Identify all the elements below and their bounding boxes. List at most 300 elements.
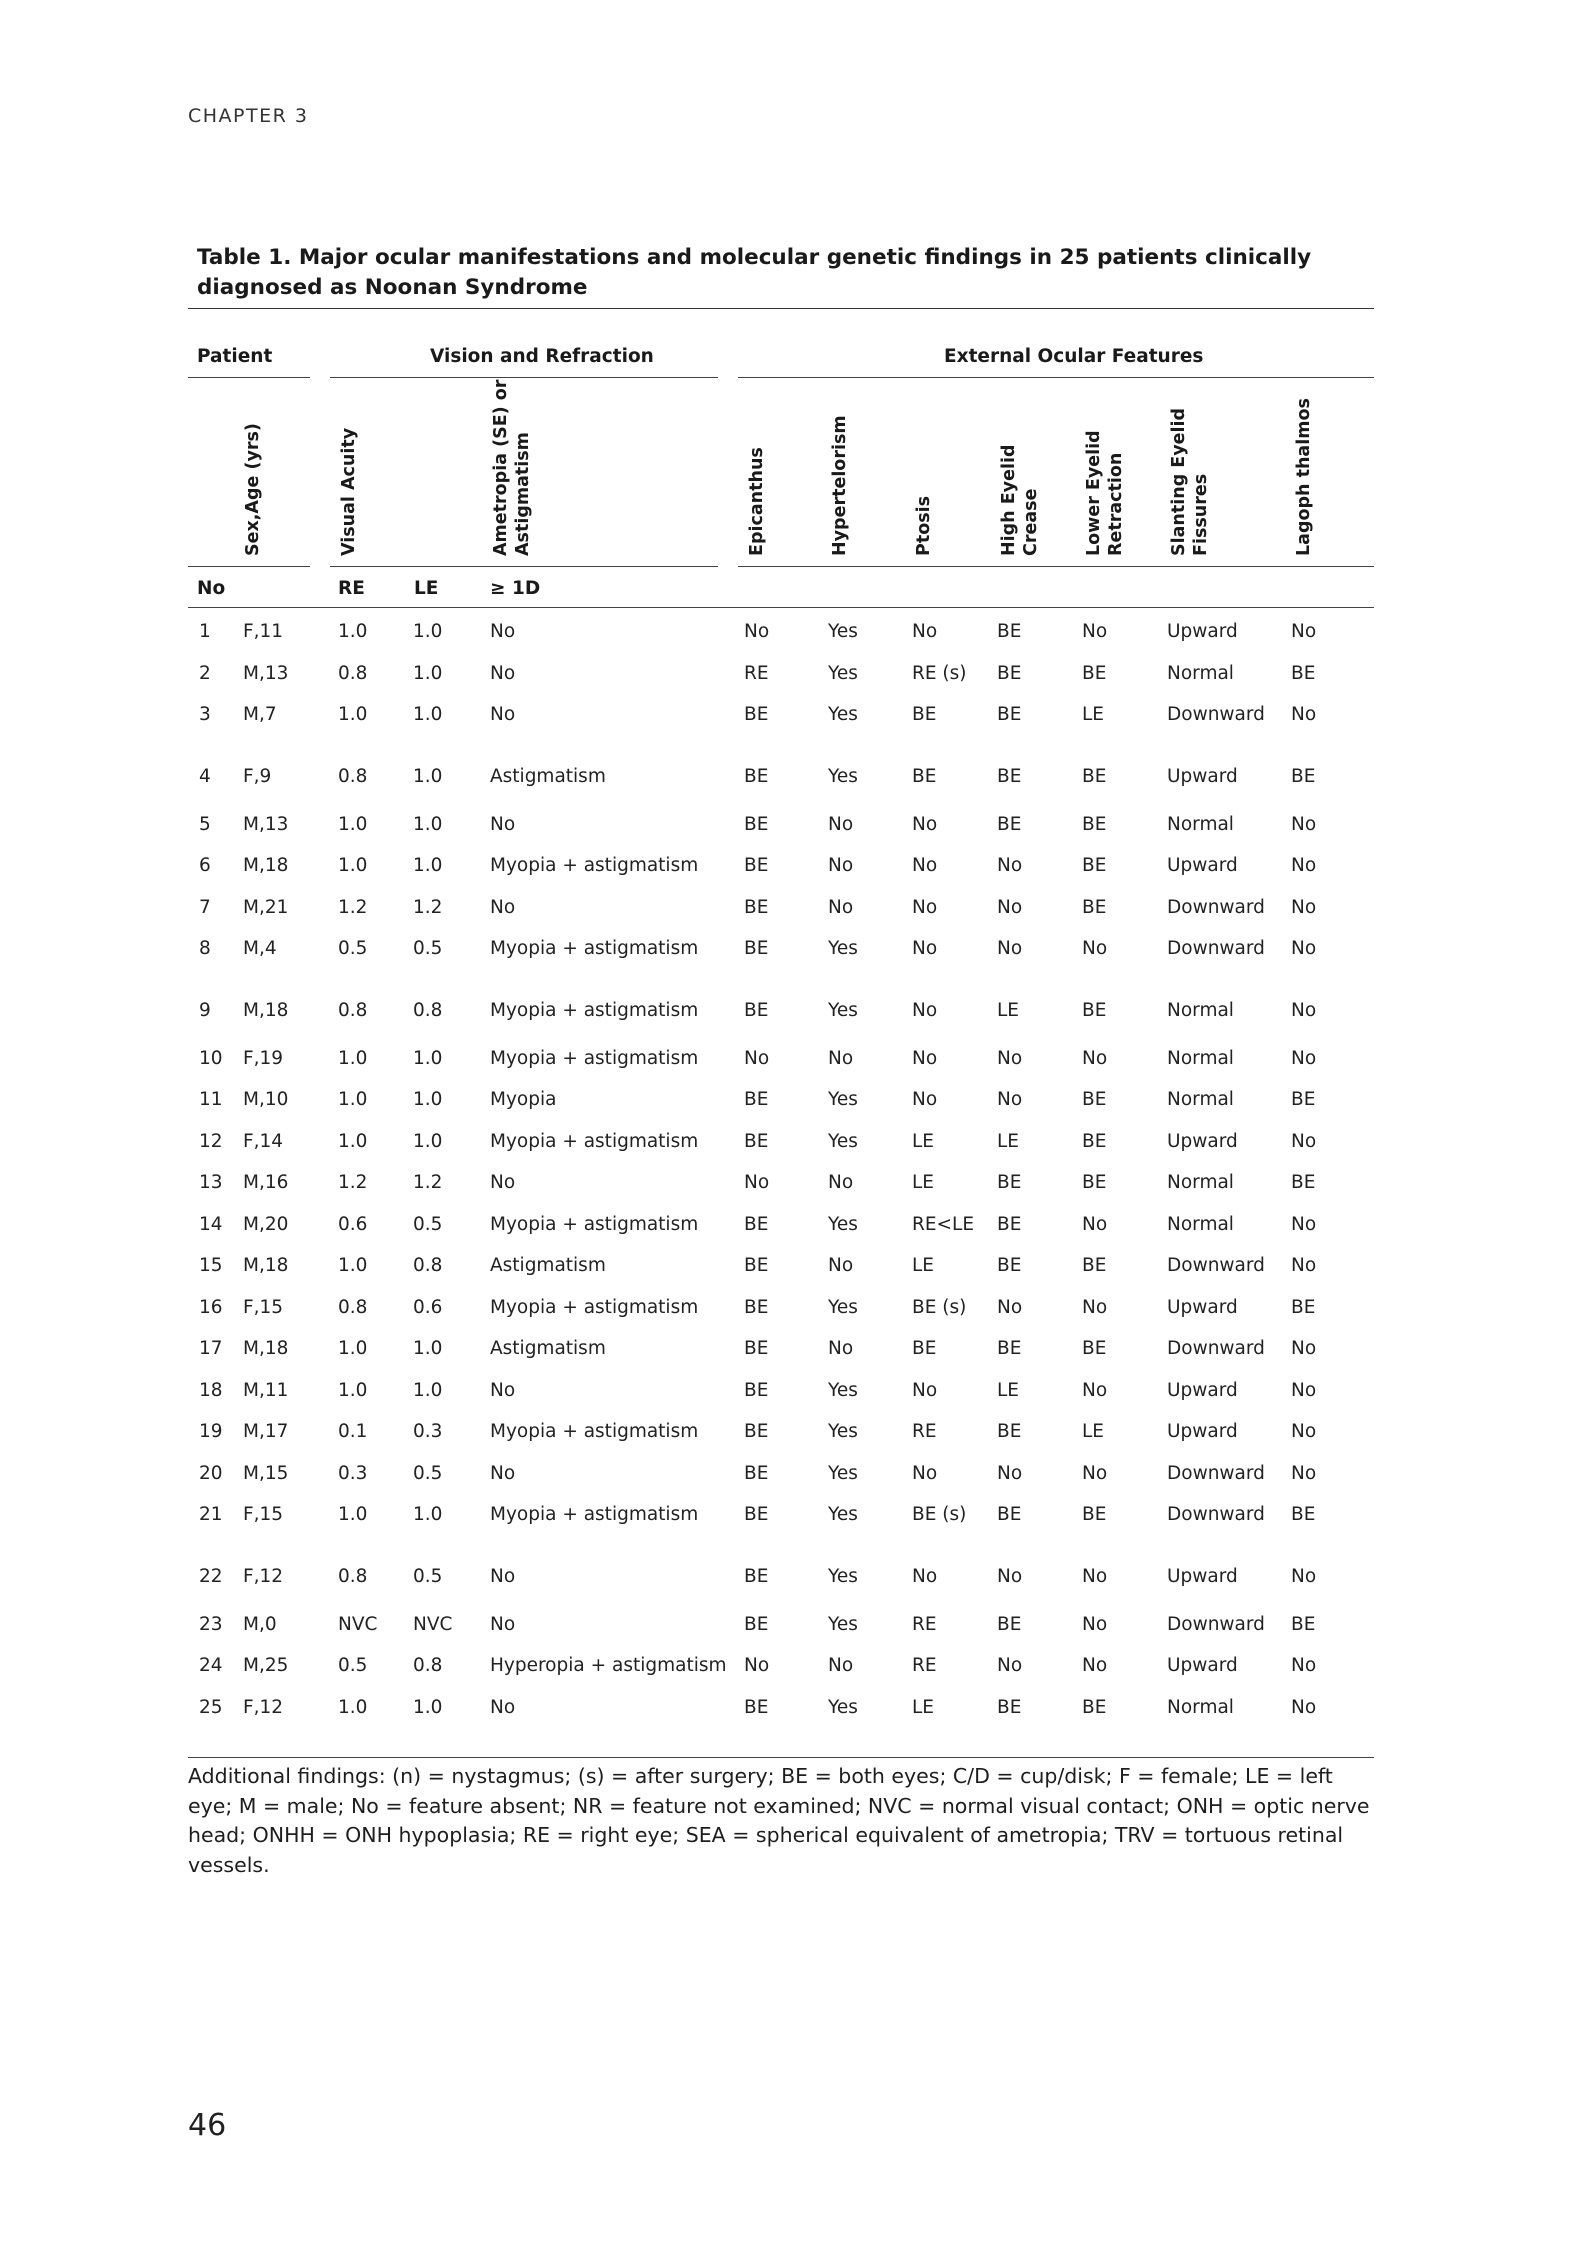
table-cell: F,19 bbox=[243, 1047, 284, 1069]
table-row bbox=[188, 1453, 1372, 1495]
column-header-hypertelorism: Hypertelorism bbox=[830, 415, 850, 556]
table-cell: 0.8 bbox=[338, 662, 368, 684]
table-cell: Hyperopia + astigmatism bbox=[490, 1655, 727, 1676]
table-cell: Downward bbox=[1167, 938, 1265, 959]
table-cell: Yes bbox=[828, 1379, 858, 1401]
table-cell: BE bbox=[997, 1172, 1022, 1193]
table-cell: Normal bbox=[1167, 999, 1234, 1021]
table-cell: M,20 bbox=[243, 1213, 289, 1235]
table-cell: BE bbox=[1082, 1338, 1107, 1359]
table-cell: 1.0 bbox=[413, 765, 443, 787]
table-cell: M,0 bbox=[243, 1613, 277, 1635]
table-cell: No bbox=[1291, 1047, 1317, 1069]
column-header-ptosis: Ptosis bbox=[914, 495, 934, 556]
group-rule-vision bbox=[330, 377, 718, 378]
table-cell: No bbox=[1082, 1379, 1108, 1401]
table-cell: No bbox=[997, 1296, 1023, 1318]
table-cell: NVC bbox=[338, 1613, 378, 1635]
table-cell: 3 bbox=[199, 704, 211, 725]
table-body bbox=[188, 611, 1372, 1728]
table-cell: Yes bbox=[828, 765, 858, 787]
table-cell: No bbox=[1082, 1613, 1108, 1635]
table-cell: 1.0 bbox=[338, 1089, 368, 1110]
table-cell: No bbox=[997, 938, 1023, 959]
table-cell: No bbox=[1082, 1047, 1108, 1069]
table-row bbox=[188, 1494, 1372, 1536]
table-cell: BE bbox=[744, 1089, 769, 1110]
table-cell: Upward bbox=[1167, 1421, 1238, 1442]
table-cell: 6 bbox=[199, 855, 211, 876]
table-row bbox=[188, 1687, 1372, 1729]
table-cell: BE bbox=[1291, 1172, 1316, 1193]
table-cell: BE bbox=[997, 1255, 1022, 1276]
title-rule bbox=[188, 308, 1374, 309]
table-cell: BE bbox=[1082, 1172, 1107, 1193]
table-cell: BE bbox=[1082, 765, 1107, 787]
table-cell: 1.0 bbox=[338, 855, 368, 876]
table-cell: 1.0 bbox=[413, 1696, 443, 1718]
table-cell: M,18 bbox=[243, 1338, 289, 1359]
table-cell: No bbox=[1291, 1338, 1317, 1359]
table-cell: F,11 bbox=[243, 621, 284, 642]
table-cell: Yes bbox=[828, 1296, 858, 1318]
table-cell: 13 bbox=[199, 1172, 223, 1193]
table-row bbox=[188, 1328, 1372, 1370]
table-cell: BE bbox=[744, 1130, 769, 1152]
table-cell: No bbox=[1082, 938, 1108, 959]
table-cell: Yes bbox=[828, 1613, 858, 1635]
table-cell: BE bbox=[1082, 1696, 1107, 1718]
table-cell: F,12 bbox=[243, 1565, 284, 1587]
table-cell: 1.0 bbox=[413, 855, 443, 876]
table-cell: No bbox=[997, 1089, 1023, 1110]
table-cell: 1.2 bbox=[413, 896, 443, 918]
column-header-slanting-eyelid-fissures: Slanting Eyelid Fissures bbox=[1169, 407, 1211, 556]
table-row bbox=[188, 1536, 1372, 1604]
table-cell: No bbox=[490, 1462, 516, 1484]
table-cell: 0.5 bbox=[338, 938, 368, 959]
table-cell: M,13 bbox=[243, 662, 289, 684]
table-cell: No bbox=[744, 621, 770, 642]
table-cell: No bbox=[1291, 855, 1317, 876]
table-cell: BE bbox=[1082, 1089, 1107, 1110]
table-cell: Downward bbox=[1167, 1504, 1265, 1525]
table-cell: BE bbox=[1291, 765, 1316, 787]
table-row bbox=[188, 845, 1372, 887]
table-cell: Astigmatism bbox=[490, 765, 606, 787]
table-cell: 5 bbox=[199, 813, 211, 835]
table-cell: Astigmatism bbox=[490, 1255, 606, 1276]
table-row bbox=[188, 887, 1372, 929]
table-cell: No bbox=[997, 855, 1023, 876]
table-cell: 0.1 bbox=[338, 1421, 368, 1442]
table-cell: 7 bbox=[199, 896, 211, 918]
table-cell: LE bbox=[997, 999, 1019, 1021]
table-cell: No bbox=[1291, 1255, 1317, 1276]
group-header-patient: Patient bbox=[197, 346, 273, 367]
table-cell: Myopia bbox=[490, 1089, 557, 1110]
table-cell: BE bbox=[1082, 1255, 1107, 1276]
table-cell: No bbox=[1082, 621, 1108, 642]
subheader-re: RE bbox=[338, 578, 365, 599]
table-row bbox=[188, 1079, 1372, 1121]
table-row bbox=[188, 970, 1372, 1038]
table-cell: Downward bbox=[1167, 704, 1265, 725]
table-cell: No bbox=[912, 896, 938, 918]
table-cell: No bbox=[912, 855, 938, 876]
table-cell: No bbox=[997, 896, 1023, 918]
table-cell: Yes bbox=[828, 1213, 858, 1235]
subheader-no: No bbox=[197, 578, 226, 599]
table-cell: No bbox=[912, 1379, 938, 1401]
table-cell: BE bbox=[744, 855, 769, 876]
table-bottom-rule bbox=[188, 1757, 1374, 1758]
table-cell: 0.8 bbox=[413, 999, 443, 1021]
table-cell: Yes bbox=[828, 1504, 858, 1525]
table-row bbox=[188, 1645, 1372, 1687]
table-cell: BE bbox=[744, 704, 769, 725]
table-cell: BE bbox=[1082, 896, 1107, 918]
table-cell: 1.0 bbox=[338, 1130, 368, 1152]
table-cell: F,9 bbox=[243, 765, 272, 787]
table-cell: Myopia + astigmatism bbox=[490, 1213, 699, 1235]
table-cell: 0.6 bbox=[338, 1213, 368, 1235]
table-cell: BE bbox=[744, 1504, 769, 1525]
table-cell: No bbox=[912, 1565, 938, 1587]
table-cell: 1.0 bbox=[413, 1504, 443, 1525]
column-header-sex-age: Sex,Age (yrs) bbox=[243, 423, 263, 556]
table-cell: No bbox=[828, 1255, 854, 1276]
table-cell: 1.0 bbox=[413, 662, 443, 684]
column-header-epicanthus: Epicanthus bbox=[747, 447, 767, 556]
group-rule-patient bbox=[188, 377, 310, 378]
table-cell: 22 bbox=[199, 1565, 223, 1587]
table-cell: 10 bbox=[199, 1047, 223, 1069]
findings-table bbox=[188, 611, 1372, 1728]
table-cell: 18 bbox=[199, 1379, 223, 1401]
table-cell: 20 bbox=[199, 1462, 223, 1484]
table-cell: BE bbox=[1291, 1296, 1316, 1318]
table-cell: 8 bbox=[199, 938, 211, 959]
table-cell: LE bbox=[912, 1696, 934, 1718]
table-cell: 1.0 bbox=[413, 621, 443, 642]
table-row bbox=[188, 1121, 1372, 1163]
table-cell: 1.2 bbox=[338, 896, 368, 918]
header-rule-vision bbox=[330, 566, 718, 567]
table-cell: 21 bbox=[199, 1504, 223, 1525]
column-header-visual-acuity: Visual Acuity bbox=[339, 427, 359, 556]
group-rule-external bbox=[738, 377, 1374, 378]
table-cell: No bbox=[490, 896, 516, 918]
table-cell: No bbox=[912, 999, 938, 1021]
column-header-ametropia: Ametropia (SE) or Astigmatism bbox=[491, 379, 533, 556]
table-cell: No bbox=[744, 1655, 770, 1676]
table-cell: No bbox=[1082, 1213, 1108, 1235]
table-cell: RE bbox=[912, 1613, 937, 1635]
table-cell: 25 bbox=[199, 1696, 223, 1718]
table-cell: 0.8 bbox=[413, 1655, 443, 1676]
table-cell: BE bbox=[997, 621, 1022, 642]
table-cell: 0.6 bbox=[413, 1296, 443, 1318]
table-cell: RE bbox=[744, 662, 769, 684]
table-cell: No bbox=[744, 1172, 770, 1193]
table-cell: BE bbox=[997, 704, 1022, 725]
table-cell: BE bbox=[997, 1421, 1022, 1442]
table-cell: BE bbox=[744, 813, 769, 835]
table-cell: M,18 bbox=[243, 855, 289, 876]
table-cell: Normal bbox=[1167, 1089, 1234, 1110]
table-cell: No bbox=[828, 1338, 854, 1359]
table-cell: 1.0 bbox=[338, 1696, 368, 1718]
table-cell: BE bbox=[1082, 1504, 1107, 1525]
table-cell: No bbox=[1291, 1696, 1317, 1718]
table-cell: No bbox=[1291, 938, 1317, 959]
table-cell: LE bbox=[997, 1130, 1019, 1152]
table-cell: 14 bbox=[199, 1213, 223, 1235]
table-cell: RE (s) bbox=[912, 662, 967, 684]
table-cell: No bbox=[1082, 1655, 1108, 1676]
table-cell: M,25 bbox=[243, 1655, 289, 1676]
table-cell: 16 bbox=[199, 1296, 223, 1318]
table-cell: No bbox=[1291, 1421, 1317, 1442]
table-cell: 0.8 bbox=[338, 765, 368, 787]
table-cell: 0.8 bbox=[338, 999, 368, 1021]
table-cell: M,10 bbox=[243, 1089, 289, 1110]
table-cell: BE bbox=[744, 1421, 769, 1442]
table-cell: Normal bbox=[1167, 1047, 1234, 1069]
table-cell: No bbox=[1291, 999, 1317, 1021]
table-cell: BE bbox=[744, 1255, 769, 1276]
table-cell: 0.5 bbox=[413, 1213, 443, 1235]
table-cell: 1.0 bbox=[413, 1130, 443, 1152]
table-cell: RE bbox=[912, 1655, 937, 1676]
column-header-high-eyelid-crease: High Eyelid Crease bbox=[999, 444, 1041, 556]
table-cell: No bbox=[828, 1047, 854, 1069]
table-cell: M,15 bbox=[243, 1462, 289, 1484]
table-cell: F,12 bbox=[243, 1696, 284, 1718]
table-cell: No bbox=[997, 1047, 1023, 1069]
table-cell: 19 bbox=[199, 1421, 223, 1442]
table-cell: Yes bbox=[828, 621, 858, 642]
table-cell: Downward bbox=[1167, 1613, 1265, 1635]
table-cell: 12 bbox=[199, 1130, 223, 1152]
page-number: 46 bbox=[188, 2108, 227, 2143]
table-cell: 1.0 bbox=[413, 813, 443, 835]
table-cell: No bbox=[828, 1655, 854, 1676]
table-cell: No bbox=[1291, 1655, 1317, 1676]
table-cell: BE bbox=[744, 765, 769, 787]
table-cell: 1.0 bbox=[413, 1379, 443, 1401]
table-cell: M,7 bbox=[243, 704, 277, 725]
table-cell: NVC bbox=[413, 1613, 453, 1635]
table-cell: Normal bbox=[1167, 813, 1234, 835]
table-cell: No bbox=[997, 1462, 1023, 1484]
column-header-lagophthalmos: Lagoph thalmos bbox=[1294, 398, 1314, 556]
table-cell: No bbox=[1291, 896, 1317, 918]
table-cell: 0.8 bbox=[338, 1565, 368, 1587]
table-cell: 1.0 bbox=[413, 1338, 443, 1359]
table-cell: Yes bbox=[828, 938, 858, 959]
group-header-external: External Ocular Features bbox=[944, 346, 1204, 367]
table-cell: No bbox=[997, 1565, 1023, 1587]
table-cell: BE (s) bbox=[912, 1504, 967, 1525]
table-cell: 0.8 bbox=[413, 1255, 443, 1276]
table-cell: Upward bbox=[1167, 1130, 1238, 1152]
table-cell: BE bbox=[744, 1379, 769, 1401]
table-cell: 1.0 bbox=[338, 1504, 368, 1525]
table-cell: Myopia + astigmatism bbox=[490, 1296, 699, 1318]
table-cell: No bbox=[912, 1462, 938, 1484]
table-cell: 1.0 bbox=[413, 1089, 443, 1110]
table-cell: BE bbox=[912, 704, 937, 725]
table-cell: BE bbox=[1291, 1613, 1316, 1635]
table-cell: No bbox=[490, 813, 516, 835]
table-cell: Upward bbox=[1167, 855, 1238, 876]
table-cell: BE (s) bbox=[912, 1296, 967, 1318]
table-cell: BE bbox=[1082, 855, 1107, 876]
table-row bbox=[188, 611, 1372, 653]
table-cell: No bbox=[490, 1379, 516, 1401]
table-cell: No bbox=[828, 813, 854, 835]
table-cell: BE bbox=[997, 1213, 1022, 1235]
chapter-label: CHAPTER 3 bbox=[188, 105, 309, 127]
table-cell: BE bbox=[1082, 662, 1107, 684]
table-cell: F,15 bbox=[243, 1504, 284, 1525]
table-cell: Yes bbox=[828, 704, 858, 725]
table-cell: 1 bbox=[199, 621, 211, 642]
table-cell: 1.0 bbox=[338, 1379, 368, 1401]
table-cell: BE bbox=[997, 662, 1022, 684]
table-cell: Yes bbox=[828, 999, 858, 1021]
table-cell: BE bbox=[997, 1696, 1022, 1718]
table-cell: 1.0 bbox=[413, 704, 443, 725]
table-cell: LE bbox=[912, 1172, 934, 1193]
table-cell: 1.0 bbox=[338, 1338, 368, 1359]
table-cell: Myopia + astigmatism bbox=[490, 1130, 699, 1152]
table-cell: No bbox=[490, 621, 516, 642]
table-row bbox=[188, 1604, 1372, 1646]
table-cell: No bbox=[828, 855, 854, 876]
table-cell: Yes bbox=[828, 1462, 858, 1484]
table-cell: BE bbox=[912, 765, 937, 787]
table-cell: 24 bbox=[199, 1655, 223, 1676]
table-cell: BE bbox=[1291, 1089, 1316, 1110]
table-cell: 9 bbox=[199, 999, 211, 1021]
table-cell: Normal bbox=[1167, 1696, 1234, 1718]
table-cell: 17 bbox=[199, 1338, 223, 1359]
table-cell: Upward bbox=[1167, 1565, 1238, 1587]
subheader-ge-1d: ≥ 1D bbox=[490, 578, 541, 599]
table-cell: Downward bbox=[1167, 1255, 1265, 1276]
table-cell: BE bbox=[997, 1338, 1022, 1359]
table-cell: M,11 bbox=[243, 1379, 289, 1401]
table-cell: Upward bbox=[1167, 1379, 1238, 1401]
table-row bbox=[188, 736, 1372, 804]
table-cell: M,16 bbox=[243, 1172, 289, 1193]
table-cell: BE bbox=[744, 1565, 769, 1587]
table-cell: No bbox=[1082, 1296, 1108, 1318]
table-cell: Myopia + astigmatism bbox=[490, 938, 699, 959]
table-cell: 1.0 bbox=[338, 704, 368, 725]
table-cell: BE bbox=[997, 765, 1022, 787]
table-cell: Downward bbox=[1167, 1462, 1265, 1484]
table-cell: BE bbox=[744, 1213, 769, 1235]
table-row bbox=[188, 1204, 1372, 1246]
table-cell: No bbox=[1082, 1462, 1108, 1484]
table-cell: BE bbox=[1291, 1504, 1316, 1525]
table-row bbox=[188, 694, 1372, 736]
table-cell: BE bbox=[744, 1696, 769, 1718]
table-cell: BE bbox=[1082, 999, 1107, 1021]
table-cell: Yes bbox=[828, 1130, 858, 1152]
table-cell: No bbox=[1291, 621, 1317, 642]
table-cell: Yes bbox=[828, 1696, 858, 1718]
table-cell: Downward bbox=[1167, 1338, 1265, 1359]
table-cell: No bbox=[490, 1172, 516, 1193]
table-cell: No bbox=[490, 1613, 516, 1635]
table-cell: 0.3 bbox=[413, 1421, 443, 1442]
table-cell: BE bbox=[997, 1613, 1022, 1635]
table-row bbox=[188, 1245, 1372, 1287]
table-cell: BE bbox=[744, 1462, 769, 1484]
table-cell: LE bbox=[912, 1130, 934, 1152]
table-cell: 1.0 bbox=[338, 813, 368, 835]
table-cell: LE bbox=[1082, 704, 1104, 725]
table-cell: No bbox=[912, 813, 938, 835]
table-cell: No bbox=[1291, 1130, 1317, 1152]
table-cell: Myopia + astigmatism bbox=[490, 1047, 699, 1069]
table-cell: BE bbox=[744, 1613, 769, 1635]
table-cell: BE bbox=[744, 1338, 769, 1359]
table-cell: Normal bbox=[1167, 1213, 1234, 1235]
table-cell: LE bbox=[912, 1255, 934, 1276]
table-cell: No bbox=[912, 1047, 938, 1069]
table-cell: No bbox=[828, 896, 854, 918]
table-cell: No bbox=[1291, 1213, 1317, 1235]
table-cell: No bbox=[1291, 1379, 1317, 1401]
table-cell: Yes bbox=[828, 1565, 858, 1587]
table-cell: No bbox=[912, 621, 938, 642]
table-cell: No bbox=[997, 1655, 1023, 1676]
table-cell: BE bbox=[997, 1504, 1022, 1525]
table-cell: Myopia + astigmatism bbox=[490, 855, 699, 876]
subheader-rule bbox=[188, 607, 1374, 608]
table-cell: No bbox=[1291, 704, 1317, 725]
table-cell: No bbox=[1291, 813, 1317, 835]
table-cell: Upward bbox=[1167, 621, 1238, 642]
table-cell: Upward bbox=[1167, 1655, 1238, 1676]
table-cell: Myopia + astigmatism bbox=[490, 1421, 699, 1442]
group-header-vision: Vision and Refraction bbox=[430, 346, 654, 367]
table-row bbox=[188, 928, 1372, 970]
table-cell: No bbox=[1291, 1462, 1317, 1484]
table-cell: No bbox=[490, 1696, 516, 1718]
table-cell: BE bbox=[1082, 1130, 1107, 1152]
table-cell: M,17 bbox=[243, 1421, 289, 1442]
table-cell: Astigmatism bbox=[490, 1338, 606, 1359]
table-cell: BE bbox=[1291, 662, 1316, 684]
table-cell: Myopia + astigmatism bbox=[490, 999, 699, 1021]
table-row bbox=[188, 1287, 1372, 1329]
table-cell: 1.0 bbox=[338, 621, 368, 642]
table-row bbox=[188, 804, 1372, 846]
table-cell: 1.2 bbox=[413, 1172, 443, 1193]
table-cell: No bbox=[828, 1172, 854, 1193]
table-cell: No bbox=[490, 1565, 516, 1587]
table-cell: F,15 bbox=[243, 1296, 284, 1318]
table-cell: 2 bbox=[199, 662, 211, 684]
table-cell: No bbox=[1291, 1565, 1317, 1587]
